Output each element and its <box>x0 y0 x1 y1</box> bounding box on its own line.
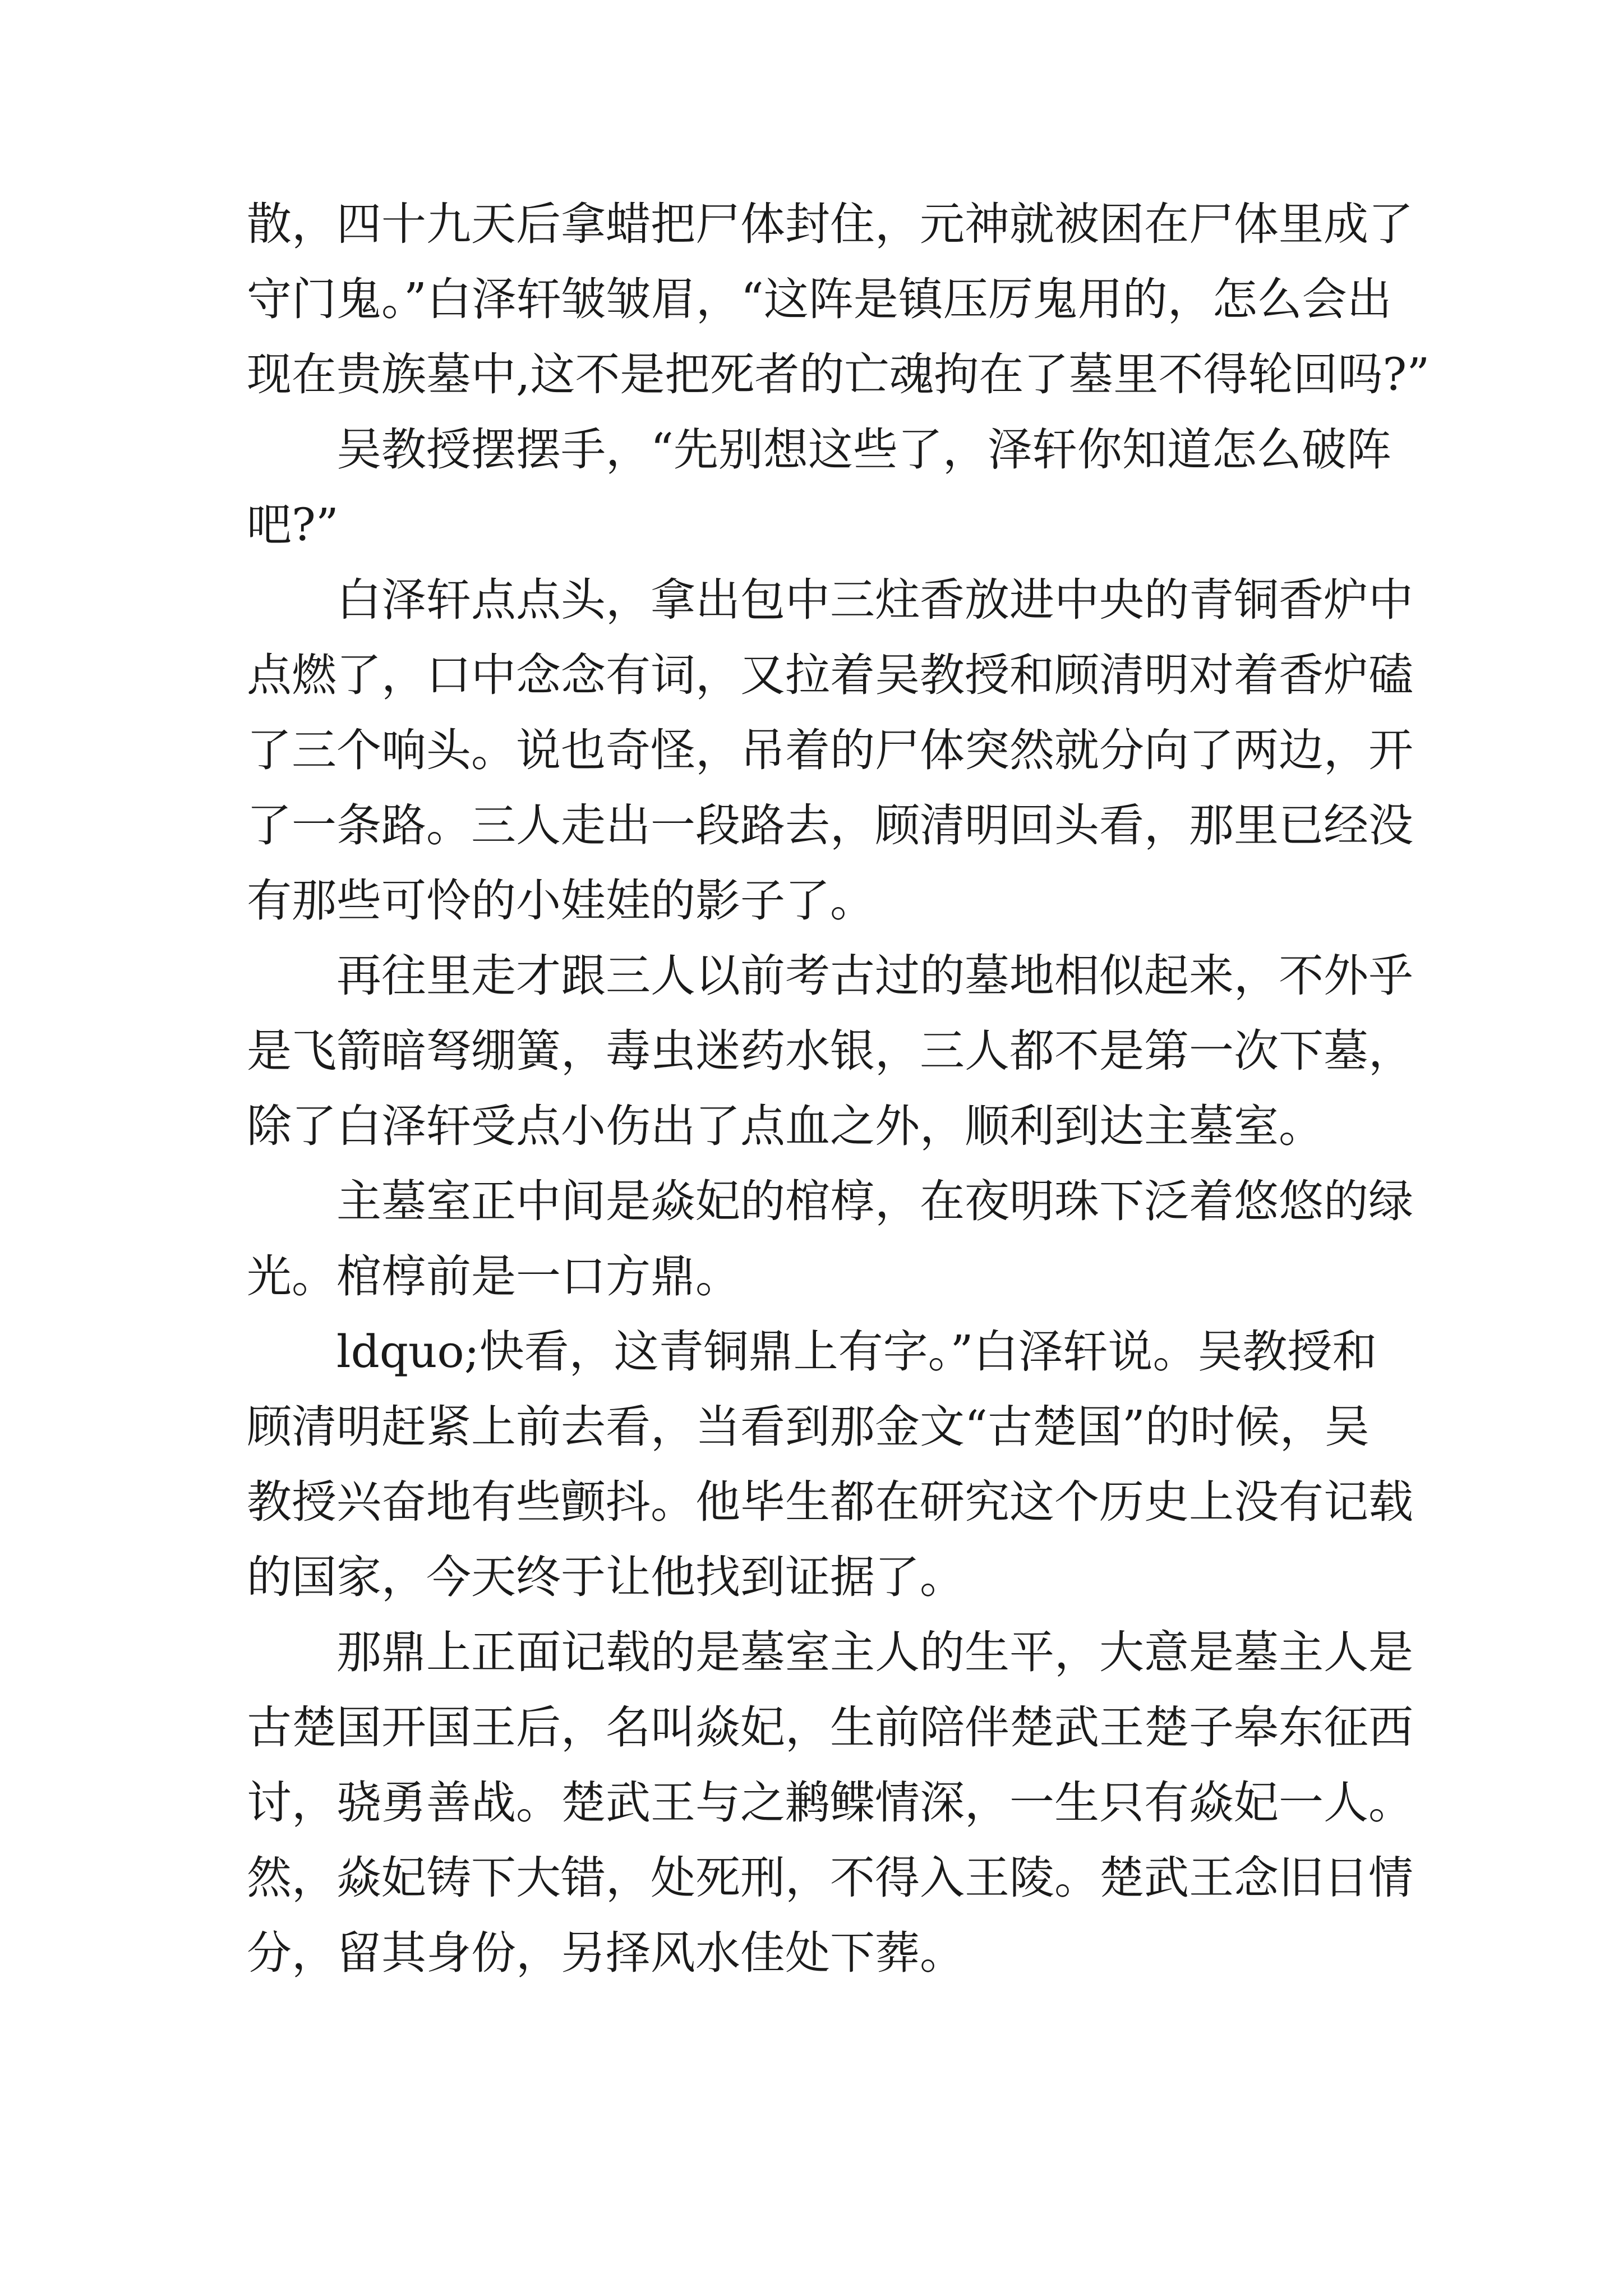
paragraph-7-line-2: 古楚国开国王后，名叫焱妃，生前陪伴楚武王楚子皋东征西 <box>247 1701 1413 1754</box>
paragraph-4-line-2: 是飞箭暗弩绷簧，毒虫迷药水银，三人都不是第一次下墓， <box>247 1025 1413 1077</box>
paragraph-3-line-5: 有那些可怜的小娃娃的影子了。 <box>247 875 875 927</box>
paragraph-7-line-4: 然，焱妃铸下大错，处死刑，不得入王陵。楚武王念旧日情 <box>247 1852 1413 1904</box>
paragraph-4-line-3: 除了白泽轩受点小伤出了点血之外，顺利到达主墓室。 <box>247 1100 1324 1152</box>
paragraph-5-line-1: 主墓室正中间是焱妃的棺椁，在夜明珠下泛着悠悠的绿 <box>336 1175 1413 1227</box>
paragraph-6-line-1: ldquo;快看，这青铜鼎上有字。”白泽轩说。吴教授和 <box>336 1326 1377 1378</box>
paragraph-1-line-3: 现在贵族墓中,这不是把死者的亡魂拘在了墓里不得轮回吗?” <box>247 348 1430 401</box>
paragraph-6-line-3: 教授兴奋地有些颤抖。他毕生都在研究这个历史上没有记载 <box>247 1476 1413 1528</box>
paragraph-6-line-2: 顾清明赶紧上前去看，当看到那金文“古楚国”的时候，吴 <box>247 1401 1370 1453</box>
paragraph-7-line-3: 讨，骁勇善战。楚武王与之鹣鲽情深，一生只有焱妃一人。 <box>247 1777 1413 1829</box>
paragraph-5-line-2: 光。棺椁前是一口方鼎。 <box>247 1250 740 1303</box>
paragraph-7-line-1: 那鼎上正面记载的是墓室主人的生平，大意是墓主人是 <box>336 1626 1413 1678</box>
paragraph-4-line-1: 再往里走才跟三人以前考古过的墓地相似起来，不外乎 <box>336 950 1413 1002</box>
paragraph-3-line-1: 白泽轩点点头，拿出包中三炷香放进中央的青铜香炉中 <box>336 574 1413 626</box>
paragraph-3-line-4: 了一条路。三人走出一段路去，顾清明回头看，那里已经没 <box>247 799 1413 852</box>
paragraph-1-line-2: 守门鬼。”白泽轩皱皱眉，“这阵是镇压厉鬼用的，怎么会出 <box>247 273 1392 325</box>
paragraph-2-line-1: 吴教授摆摆手，“先别想这些了，泽轩你知道怎么破阵 <box>336 424 1391 476</box>
paragraph-6-line-4: 的国家，今天终于让他找到证据了。 <box>247 1551 965 1603</box>
paragraph-1-line-1: 散，四十九天后拿蜡把尸体封住，元神就被困在尸体里成了 <box>247 198 1413 250</box>
paragraph-3-line-3: 了三个响头。说也奇怪，吊着的尸体突然就分向了两边，开 <box>247 724 1413 776</box>
paragraph-2-line-2: 吧?” <box>247 499 339 551</box>
paragraph-3-line-2: 点燃了，口中念念有词，又拉着吴教授和顾清明对着香炉磕 <box>247 649 1413 701</box>
paragraph-7-line-5: 分，留其身份，另择风水佳处下葬。 <box>247 1927 965 1979</box>
